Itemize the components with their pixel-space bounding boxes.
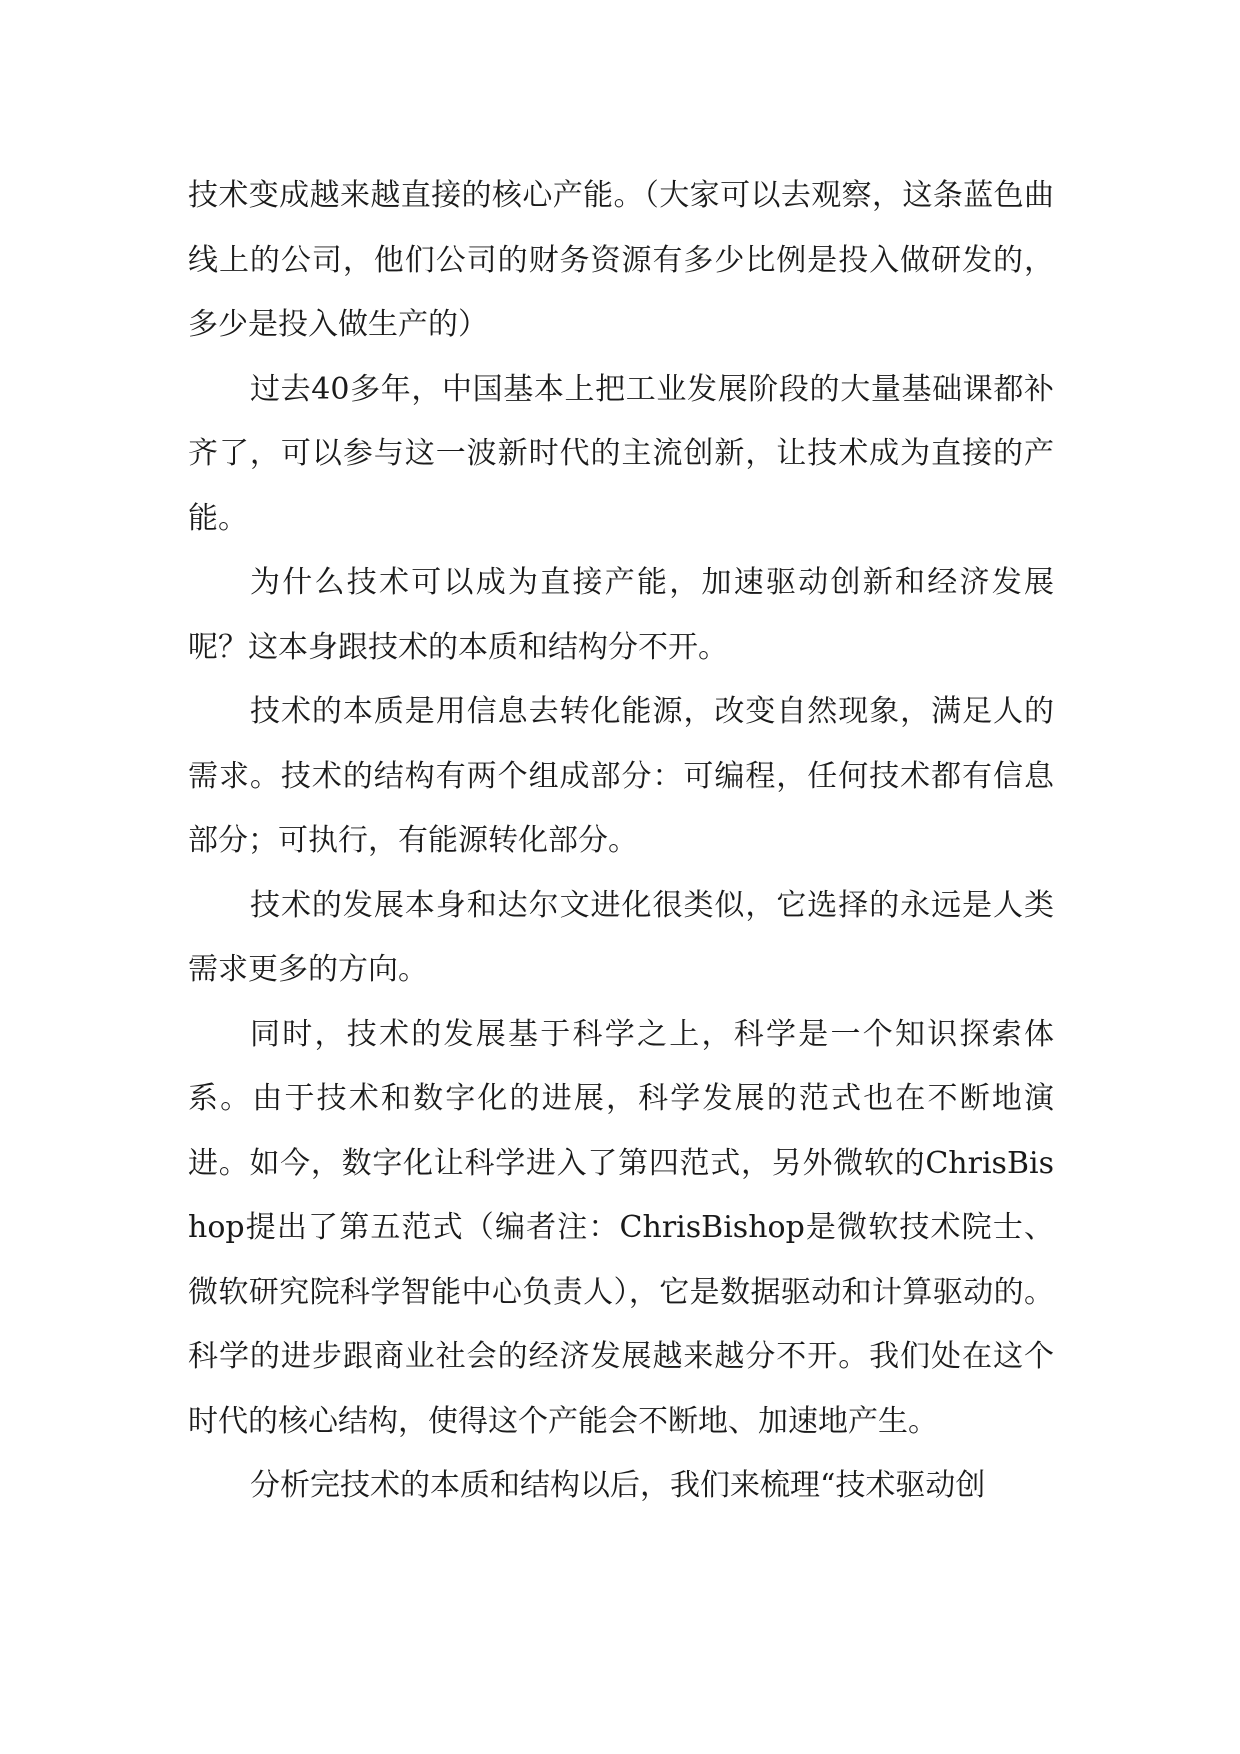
paragraph: 同时，技术的发展基于科学之上，科学是一个知识探索体系。由于技术和数字化的进展，科学发展的范式也在不断地演进。如今，数字化让科学进入了第四范式，另外微软的ChrisBishop提出了第五范式（编者注：ChrisBishop是微软技术院士、微软研究院科学智能中心负责人），它是数据驱动和计算驱动的。科学的进步跟商业社会的经济发展越来越分不开。我们处在这个时代的核心结构，使得这个产能会不断地、加速地产生。 <box>188 1016 1054 1439</box>
paragraph: 技术的发展本身和达尔文进化很类似，它选择的永远是人类需求更多的方向。 <box>188 887 1054 987</box>
paragraph: 为什么技术可以成为直接产能，加速驱动创新和经济发展呢？这本身跟技术的本质和结构分不开。 <box>188 565 1054 665</box>
paragraph: 过去40多年，中国基本上把工业发展阶段的大量基础课都补齐了，可以参与这一波新时代的主流创新，让技术成为直接的产能。 <box>188 371 1054 536</box>
paragraph: 技术的本质是用信息去转化能源，改变自然现象，满足人的需求。技术的结构有两个组成部分：可编程，任何技术都有信息部分；可执行，有能源转化部分。 <box>188 694 1054 858</box>
paragraph-truncated: 分析完技术的本质和结构以后，我们来梳理“技术驱动创 <box>250 1468 986 1503</box>
document-body <box>188 164 1054 1519</box>
paragraph-continuation: 技术变成越来越直接的核心产能。（大家可以去观察，这条蓝色曲线上的公司，他们公司的财务资源有多少比例是投入做研发的，多少是投入做生产的） <box>188 178 1054 342</box>
